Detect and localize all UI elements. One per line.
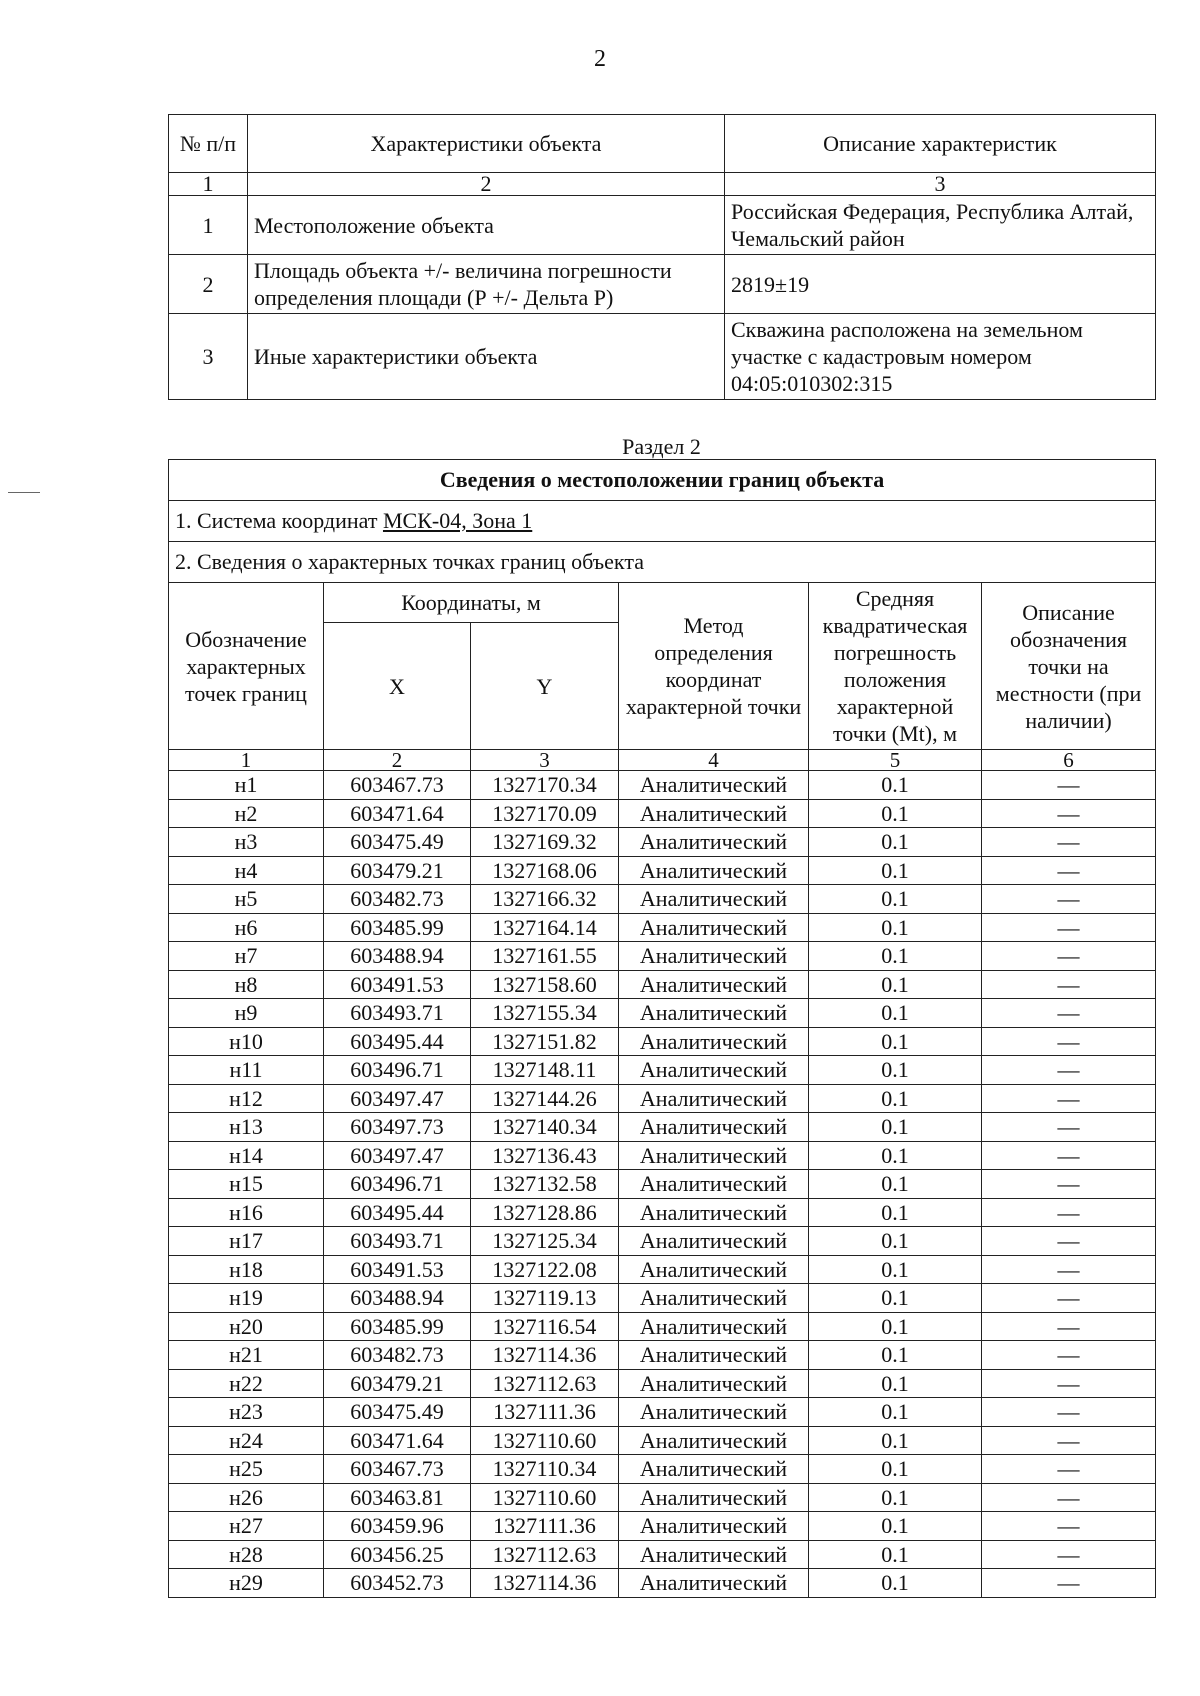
error-cell: 0.1 xyxy=(809,999,982,1028)
error-cell: 0.1 xyxy=(809,1113,982,1142)
error-cell: 0.1 xyxy=(809,1369,982,1398)
coord-x: 603495.44 xyxy=(324,1198,471,1227)
table-row xyxy=(169,1084,1156,1113)
section-caption: Раздел 2 xyxy=(622,434,701,459)
point-designation: н2 xyxy=(169,799,324,828)
error-cell: 0.1 xyxy=(809,1056,982,1085)
table-row xyxy=(169,771,1156,800)
method-cell: Аналитический xyxy=(619,1512,809,1541)
error-cell: 0.1 xyxy=(809,1255,982,1284)
table-row xyxy=(169,1141,1156,1170)
error-cell: 0.1 xyxy=(809,1170,982,1199)
point-designation: н15 xyxy=(169,1170,324,1199)
coord-x: 603459.96 xyxy=(324,1512,471,1541)
header-characteristic: Характеристики объекта xyxy=(248,115,725,173)
table-row xyxy=(169,1369,1156,1398)
header-method: Метод определения координат характерной точки xyxy=(619,583,809,750)
coord-y: 1327114.36 xyxy=(471,1341,619,1370)
description-cell: Российская Федерация, Республика Алтай, Чемальский район xyxy=(725,196,1156,255)
page-number: 2 xyxy=(594,46,606,72)
coord-y: 1327132.58 xyxy=(471,1170,619,1199)
table-row xyxy=(169,255,1156,314)
point-description: — xyxy=(982,1056,1156,1085)
table-row xyxy=(169,1341,1156,1370)
table-row xyxy=(169,1198,1156,1227)
coord-y: 1327119.13 xyxy=(471,1284,619,1313)
method-cell: Аналитический xyxy=(619,1341,809,1370)
point-description: — xyxy=(982,1227,1156,1256)
points-heading-row xyxy=(169,542,1156,583)
header-error: Средняя квадратическая погрешность положения характерной точки (Mt), м xyxy=(809,583,982,750)
coord-x: 603491.53 xyxy=(324,1255,471,1284)
characteristic-cell: Иные характеристики объекта xyxy=(248,314,725,400)
method-cell: Аналитический xyxy=(619,1426,809,1455)
point-description: — xyxy=(982,1170,1156,1199)
coord-x: 603493.71 xyxy=(324,1227,471,1256)
method-cell: Аналитический xyxy=(619,1027,809,1056)
coord-x: 603475.49 xyxy=(324,828,471,857)
method-cell: Аналитический xyxy=(619,885,809,914)
point-description: — xyxy=(982,1426,1156,1455)
coord-y: 1327170.34 xyxy=(471,771,619,800)
header-row-number: № п/п xyxy=(169,115,248,173)
coord-x: 603452.73 xyxy=(324,1569,471,1598)
column-numbers-row xyxy=(169,173,1156,196)
coord-x: 603471.64 xyxy=(324,1426,471,1455)
point-description: — xyxy=(982,970,1156,999)
error-cell: 0.1 xyxy=(809,1027,982,1056)
method-cell: Аналитический xyxy=(619,1569,809,1598)
point-designation: н8 xyxy=(169,970,324,999)
table-row xyxy=(169,1455,1156,1484)
point-designation: н7 xyxy=(169,942,324,971)
point-description: — xyxy=(982,1284,1156,1313)
coord-system-label: 1. Система координат xyxy=(175,508,383,533)
method-cell: Аналитический xyxy=(619,1255,809,1284)
point-description: — xyxy=(982,1455,1156,1484)
point-designation: н12 xyxy=(169,1084,324,1113)
error-cell: 0.1 xyxy=(809,885,982,914)
coord-system-value: МСК-04, Зона 1 xyxy=(382,508,533,533)
method-cell: Аналитический xyxy=(619,1369,809,1398)
header-x: X xyxy=(324,623,471,750)
error-cell: 0.1 xyxy=(809,942,982,971)
error-cell: 0.1 xyxy=(809,1569,982,1598)
coord-y: 1327116.54 xyxy=(471,1312,619,1341)
table-row xyxy=(169,913,1156,942)
column-number: 1 xyxy=(169,750,324,771)
coord-x: 603482.73 xyxy=(324,1341,471,1370)
table-row xyxy=(169,942,1156,971)
header-point-description: Описание обозначения точки на местности (при наличии) xyxy=(982,583,1156,750)
point-designation: н29 xyxy=(169,1569,324,1598)
coord-x: 603488.94 xyxy=(324,1284,471,1313)
coord-x: 603482.73 xyxy=(324,885,471,914)
table-row xyxy=(169,828,1156,857)
table-row xyxy=(169,885,1156,914)
coord-y: 1327155.34 xyxy=(471,999,619,1028)
error-cell: 0.1 xyxy=(809,856,982,885)
coord-y: 1327125.34 xyxy=(471,1227,619,1256)
column-number: 4 xyxy=(619,750,809,771)
coord-y: 1327111.36 xyxy=(471,1398,619,1427)
error-cell: 0.1 xyxy=(809,970,982,999)
point-designation: н26 xyxy=(169,1483,324,1512)
table-row xyxy=(169,856,1156,885)
table-row xyxy=(169,1398,1156,1427)
method-cell: Аналитический xyxy=(619,1483,809,1512)
point-description: — xyxy=(982,1312,1156,1341)
method-cell: Аналитический xyxy=(619,1227,809,1256)
point-designation: н21 xyxy=(169,1341,324,1370)
error-cell: 0.1 xyxy=(809,1426,982,1455)
coord-y: 1327112.63 xyxy=(471,1369,619,1398)
characteristic-cell: Площадь объекта +/- величина погрешности определения площади (Р +/- Дельта Р) xyxy=(248,255,725,314)
coord-x: 603497.47 xyxy=(324,1084,471,1113)
description-cell: 2819±19 xyxy=(725,255,1156,314)
table-title-row xyxy=(169,460,1156,501)
coord-x: 603479.21 xyxy=(324,1369,471,1398)
column-number: 6 xyxy=(982,750,1156,771)
point-designation: н25 xyxy=(169,1455,324,1484)
method-cell: Аналитический xyxy=(619,1398,809,1427)
point-rows xyxy=(169,771,1156,1598)
coord-y: 1327148.11 xyxy=(471,1056,619,1085)
coord-x: 603467.73 xyxy=(324,1455,471,1484)
point-description: — xyxy=(982,1341,1156,1370)
point-description: — xyxy=(982,771,1156,800)
row-number: 3 xyxy=(169,314,248,400)
table-row xyxy=(169,1483,1156,1512)
point-designation: н18 xyxy=(169,1255,324,1284)
points-heading: 2. Сведения о характерных точках границ объекта xyxy=(169,542,1156,583)
coord-y: 1327114.36 xyxy=(471,1569,619,1598)
point-designation: н23 xyxy=(169,1398,324,1427)
error-cell: 0.1 xyxy=(809,828,982,857)
point-description: — xyxy=(982,1398,1156,1427)
table-row xyxy=(169,1170,1156,1199)
coord-x: 603485.99 xyxy=(324,913,471,942)
table-row xyxy=(169,1426,1156,1455)
point-description: — xyxy=(982,1369,1156,1398)
table-row xyxy=(169,314,1156,400)
coord-y: 1327166.32 xyxy=(471,885,619,914)
point-description: — xyxy=(982,1027,1156,1056)
error-cell: 0.1 xyxy=(809,771,982,800)
header-description: Описание характеристик xyxy=(725,115,1156,173)
point-description: — xyxy=(982,856,1156,885)
coord-x: 603491.53 xyxy=(324,970,471,999)
coord-x: 603485.99 xyxy=(324,1312,471,1341)
coord-x: 603479.21 xyxy=(324,856,471,885)
point-description: — xyxy=(982,1255,1156,1284)
table-row xyxy=(169,1540,1156,1569)
table-row xyxy=(169,1569,1156,1598)
point-designation: н9 xyxy=(169,999,324,1028)
point-description: — xyxy=(982,1512,1156,1541)
point-description: — xyxy=(982,799,1156,828)
coord-y: 1327151.82 xyxy=(471,1027,619,1056)
column-numbers-row xyxy=(169,750,1156,771)
method-cell: Аналитический xyxy=(619,970,809,999)
table-header-row xyxy=(169,115,1156,173)
coord-x: 603496.71 xyxy=(324,1056,471,1085)
row-number: 2 xyxy=(169,255,248,314)
point-designation: н16 xyxy=(169,1198,324,1227)
error-cell: 0.1 xyxy=(809,1227,982,1256)
table-row xyxy=(169,1284,1156,1313)
coord-system-cell xyxy=(169,501,1156,542)
coord-x: 603493.71 xyxy=(324,999,471,1028)
error-cell: 0.1 xyxy=(809,799,982,828)
point-designation: н27 xyxy=(169,1512,324,1541)
table-title: Сведения о местоположении границ объекта xyxy=(169,460,1156,501)
point-designation: н10 xyxy=(169,1027,324,1056)
point-designation: н5 xyxy=(169,885,324,914)
method-cell: Аналитический xyxy=(619,771,809,800)
point-designation: н1 xyxy=(169,771,324,800)
description-cell: Скважина расположена на земельном участке с кадастровым номером 04:05:010302:315 xyxy=(725,314,1156,400)
table-row xyxy=(169,970,1156,999)
point-designation: н17 xyxy=(169,1227,324,1256)
method-cell: Аналитический xyxy=(619,1056,809,1085)
point-designation: н4 xyxy=(169,856,324,885)
error-cell: 0.1 xyxy=(809,913,982,942)
method-cell: Аналитический xyxy=(619,913,809,942)
method-cell: Аналитический xyxy=(619,942,809,971)
coord-x: 603467.73 xyxy=(324,771,471,800)
error-cell: 0.1 xyxy=(809,1341,982,1370)
point-description: — xyxy=(982,913,1156,942)
point-description: — xyxy=(982,999,1156,1028)
table-row xyxy=(169,1056,1156,1085)
coord-y: 1327111.36 xyxy=(471,1512,619,1541)
coord-y: 1327140.34 xyxy=(471,1113,619,1142)
error-cell: 0.1 xyxy=(809,1141,982,1170)
point-designation: н19 xyxy=(169,1284,324,1313)
header-designation: Обозначение характерных точек границ xyxy=(169,583,324,750)
error-cell: 0.1 xyxy=(809,1540,982,1569)
point-description: — xyxy=(982,828,1156,857)
coord-x: 603463.81 xyxy=(324,1483,471,1512)
characteristic-cell: Местоположение объекта xyxy=(248,196,725,255)
coord-x: 603496.71 xyxy=(324,1170,471,1199)
table-row xyxy=(169,1512,1156,1541)
error-cell: 0.1 xyxy=(809,1084,982,1113)
point-description: — xyxy=(982,942,1156,971)
point-description: — xyxy=(982,1113,1156,1142)
point-designation: н14 xyxy=(169,1141,324,1170)
point-designation: н22 xyxy=(169,1369,324,1398)
table-row xyxy=(169,1027,1156,1056)
coord-system-row xyxy=(169,501,1156,542)
method-cell: Аналитический xyxy=(619,1170,809,1199)
point-description: — xyxy=(982,1483,1156,1512)
column-number: 3 xyxy=(471,750,619,771)
point-designation: н28 xyxy=(169,1540,324,1569)
method-cell: Аналитический xyxy=(619,1540,809,1569)
table-row xyxy=(169,1227,1156,1256)
column-number: 5 xyxy=(809,750,982,771)
header-coordinates: Координаты, м xyxy=(324,583,619,623)
coord-x: 603475.49 xyxy=(324,1398,471,1427)
method-cell: Аналитический xyxy=(619,828,809,857)
object-characteristics-table xyxy=(168,114,1156,400)
point-designation: н11 xyxy=(169,1056,324,1085)
method-cell: Аналитический xyxy=(619,1141,809,1170)
coord-y: 1327144.26 xyxy=(471,1084,619,1113)
scan-margin-mark xyxy=(8,492,40,493)
table-row xyxy=(169,196,1156,255)
coord-y: 1327170.09 xyxy=(471,799,619,828)
point-description: — xyxy=(982,885,1156,914)
column-number: 1 xyxy=(169,173,248,196)
point-designation: н3 xyxy=(169,828,324,857)
column-number: 2 xyxy=(324,750,471,771)
table-row xyxy=(169,799,1156,828)
point-description: — xyxy=(982,1084,1156,1113)
method-cell: Аналитический xyxy=(619,1455,809,1484)
coord-y: 1327110.60 xyxy=(471,1426,619,1455)
point-designation: н20 xyxy=(169,1312,324,1341)
point-designation: н13 xyxy=(169,1113,324,1142)
error-cell: 0.1 xyxy=(809,1455,982,1484)
point-description: — xyxy=(982,1569,1156,1598)
method-cell: Аналитический xyxy=(619,799,809,828)
method-cell: Аналитический xyxy=(619,1284,809,1313)
coord-x: 603456.25 xyxy=(324,1540,471,1569)
coord-x: 603497.73 xyxy=(324,1113,471,1142)
coord-y: 1327110.34 xyxy=(471,1455,619,1484)
point-designation: н24 xyxy=(169,1426,324,1455)
method-cell: Аналитический xyxy=(619,999,809,1028)
coord-y: 1327164.14 xyxy=(471,913,619,942)
method-cell: Аналитический xyxy=(619,1312,809,1341)
coord-y: 1327136.43 xyxy=(471,1141,619,1170)
table-row xyxy=(169,1312,1156,1341)
point-designation: н6 xyxy=(169,913,324,942)
coord-y: 1327112.63 xyxy=(471,1540,619,1569)
method-cell: Аналитический xyxy=(619,856,809,885)
point-description: — xyxy=(982,1540,1156,1569)
coord-y: 1327122.08 xyxy=(471,1255,619,1284)
coord-y: 1327128.86 xyxy=(471,1198,619,1227)
coord-y: 1327169.32 xyxy=(471,828,619,857)
coord-x: 603495.44 xyxy=(324,1027,471,1056)
coord-y: 1327110.60 xyxy=(471,1483,619,1512)
table-row xyxy=(169,999,1156,1028)
row-number: 1 xyxy=(169,196,248,255)
error-cell: 0.1 xyxy=(809,1312,982,1341)
coord-y: 1327168.06 xyxy=(471,856,619,885)
method-cell: Аналитический xyxy=(619,1084,809,1113)
error-cell: 0.1 xyxy=(809,1198,982,1227)
coord-y: 1327161.55 xyxy=(471,942,619,971)
coord-x: 603488.94 xyxy=(324,942,471,971)
error-cell: 0.1 xyxy=(809,1512,982,1541)
coord-x: 603471.64 xyxy=(324,799,471,828)
coord-x: 603497.47 xyxy=(324,1141,471,1170)
boundary-points-table xyxy=(168,459,1156,1598)
column-number: 2 xyxy=(248,173,725,196)
error-cell: 0.1 xyxy=(809,1284,982,1313)
error-cell: 0.1 xyxy=(809,1398,982,1427)
method-cell: Аналитический xyxy=(619,1113,809,1142)
table-row xyxy=(169,1255,1156,1284)
coord-y: 1327158.60 xyxy=(471,970,619,999)
column-number: 3 xyxy=(725,173,1156,196)
method-cell: Аналитический xyxy=(619,1198,809,1227)
header-y: Y xyxy=(471,623,619,750)
error-cell: 0.1 xyxy=(809,1483,982,1512)
table-row xyxy=(169,1113,1156,1142)
point-description: — xyxy=(982,1141,1156,1170)
point-description: — xyxy=(982,1198,1156,1227)
table-header-row xyxy=(169,583,1156,623)
